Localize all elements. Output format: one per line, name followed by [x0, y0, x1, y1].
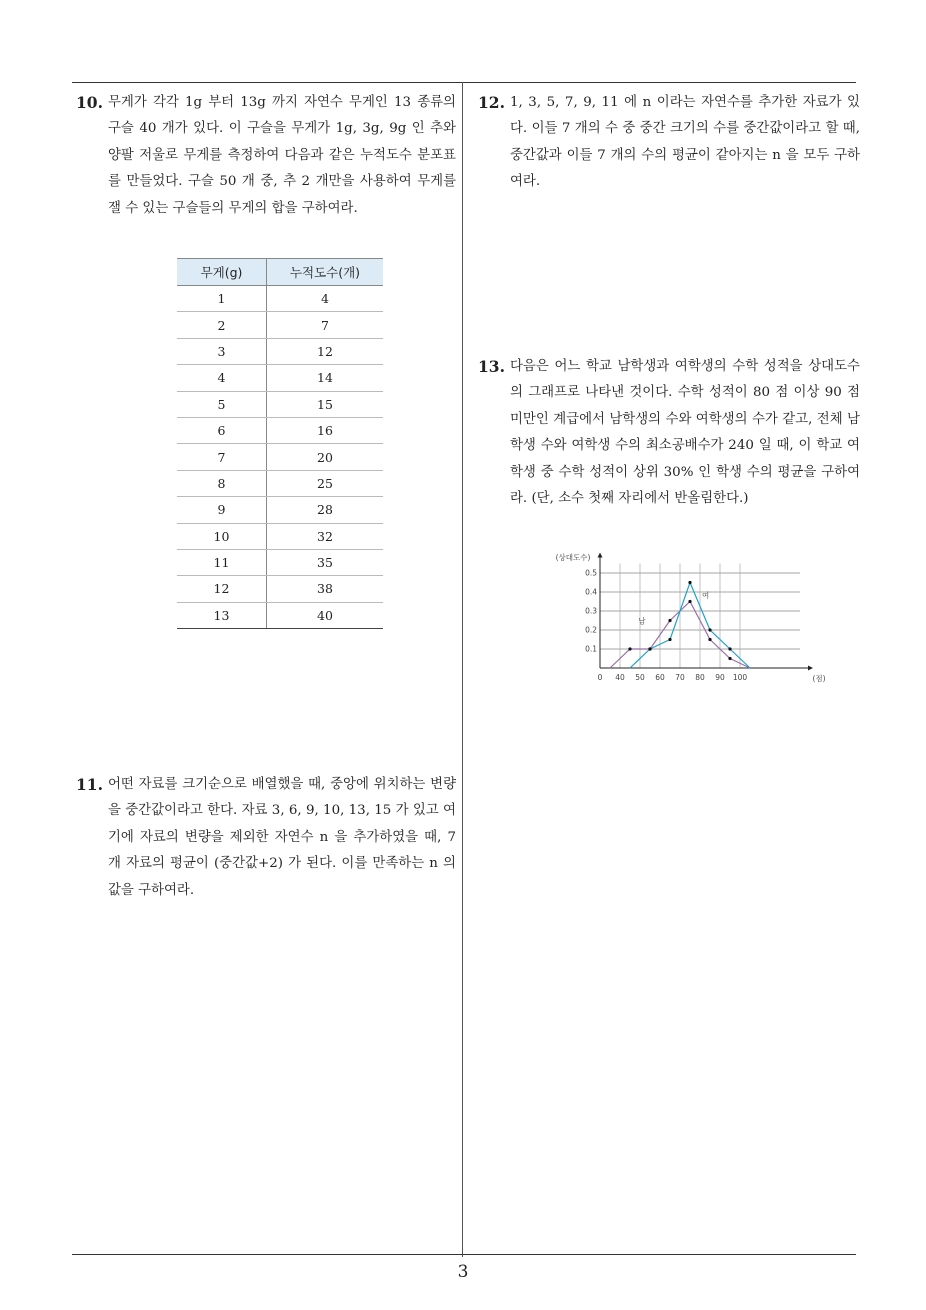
cumulative-cell: 7 [267, 312, 384, 338]
problem-text: 1, 3, 5, 7, 9, 11 에 n 이라는 자연수를 추가한 자료가 있다. 이들 7 개의 수 중 중간 크기의 수를 중간값이라고 할 때, 중간값과 이들 7 개의 수의 평균이 같아지는 n 을 모두 구하여라. [510, 95, 860, 190]
problem-number: 11. [76, 775, 103, 794]
table-row [177, 391, 383, 417]
table-body [177, 286, 383, 629]
weight-cell: 9 [177, 497, 267, 523]
cumulative-cell: 15 [267, 391, 384, 417]
top-rule [72, 82, 856, 83]
x-tick-label: 50 [635, 673, 645, 682]
data-point [728, 647, 731, 650]
weight-cell: 2 [177, 312, 267, 338]
table-row [177, 497, 383, 523]
weight-cell: 5 [177, 391, 267, 417]
x-axis-label: (점) [812, 674, 826, 683]
y-axis-label: (상대도수) [555, 553, 591, 562]
cumulative-cell: 4 [267, 286, 384, 312]
table-row [177, 338, 383, 364]
data-point [688, 600, 691, 603]
weight-cell: 13 [177, 602, 267, 628]
y-tick-label: 0.1 [585, 644, 597, 654]
bottom-rule [72, 1254, 856, 1255]
table-row [177, 312, 383, 338]
problem-text: 무게가 각각 1g 부터 13g 까지 자연수 무게인 13 종류의 구슬 40 개가 있다. 이 구슬을 무게가 1g, 3g, 9g 인 추와 양팔 저울로 무게를 측정하여 다음과 같은 누적도수 분포표를 만들었다. 구슬 50 개 중, 추 2 개만을 사용하여 무게를 잴 수 있는 구슬들의 무게의 합을 구하여라. [108, 95, 456, 216]
table-row [177, 444, 383, 470]
table-row [177, 523, 383, 549]
weight-cell: 3 [177, 338, 267, 364]
column-divider [462, 82, 463, 1257]
y-tick-label: 0.5 [585, 568, 597, 578]
table-header-cumulative: 누적도수(개) [267, 259, 384, 286]
problem-12 [478, 90, 860, 196]
x-tick-label: 60 [655, 673, 665, 682]
cumulative-cell: 40 [267, 602, 384, 628]
table-header-weight: 무게(g) [177, 259, 267, 286]
y-tick-label: 0.4 [585, 587, 597, 597]
weight-cell: 12 [177, 576, 267, 602]
data-point [708, 638, 711, 641]
x-axis-arrow [808, 666, 813, 671]
table-row [177, 470, 383, 496]
relative-frequency-chart [545, 548, 826, 688]
weight-cell: 1 [177, 286, 267, 312]
data-point [648, 647, 651, 650]
x-tick-label: 70 [675, 673, 685, 682]
cumulative-cell: 25 [267, 470, 384, 496]
data-point [728, 657, 731, 660]
weight-cell: 11 [177, 549, 267, 575]
cumulative-cell: 38 [267, 576, 384, 602]
problem-text: 다음은 어느 학교 남학생과 여학생의 수학 성적을 상대도수의 그래프로 나타낸 것이다. 수학 성적이 80 점 이상 90 점 미만인 계급에서 남학생의 수와 여학생의 수가 같고, 전체 남학생 수와 여학생 수의 최소공배수가 240 일 때, 이 학교 여학생 중 수학 성적이 상위 30% 인 학생 수의 평균을 구하여라. (단, 소수 첫째 자리에서 반올림한다.) [510, 359, 860, 507]
table-row [177, 602, 383, 628]
data-point [668, 619, 671, 622]
cumulative-cell: 28 [267, 497, 384, 523]
problem-number: 10. [76, 93, 103, 112]
table-row [177, 365, 383, 391]
cumulative-cell: 32 [267, 523, 384, 549]
cumulative-cell: 35 [267, 549, 384, 575]
x-tick-label: 90 [715, 673, 725, 682]
y-axis-arrow [598, 553, 603, 558]
weight-cell: 7 [177, 444, 267, 470]
series-line [630, 583, 750, 669]
cumulative-cell: 16 [267, 417, 384, 443]
x-tick-label: 100 [732, 673, 748, 682]
weight-cell: 4 [177, 365, 267, 391]
data-point [688, 581, 691, 584]
cumulative-cell: 12 [267, 338, 384, 364]
table-row [177, 549, 383, 575]
data-point [628, 647, 631, 650]
cumulative-cell: 20 [267, 444, 384, 470]
weight-cell: 6 [177, 417, 267, 443]
origin-label: 0 [597, 673, 603, 682]
problem-text: 어떤 자료를 크기순으로 배열했을 때, 중앙에 위치하는 변량을 중간값이라고 한다. 자료 3, 6, 9, 10, 13, 15 가 있고 여기에 자료의 변량을 제외한 자연수 n 을 추가하였을 때, 7 개 자료의 평균이 (중간값+2) 가 된다. 이를 만족하는 n 의 값을 구하여라. [108, 777, 456, 898]
problem-11 [76, 772, 456, 904]
x-tick-label: 40 [615, 673, 625, 682]
cumulative-frequency-table [177, 258, 383, 629]
cumulative-cell: 14 [267, 365, 384, 391]
data-point [668, 638, 671, 641]
table-row [177, 286, 383, 312]
problem-number: 12. [478, 93, 505, 112]
page-number: 3 [457, 1262, 469, 1282]
data-point [708, 628, 711, 631]
problem-number: 13. [478, 357, 505, 376]
y-tick-label: 0.2 [585, 625, 597, 635]
problem-13 [478, 354, 860, 512]
series-label-male: 남 [638, 616, 646, 626]
weight-cell: 10 [177, 523, 267, 549]
weight-cell: 8 [177, 470, 267, 496]
series-label-female: 여 [702, 590, 710, 600]
table-row [177, 576, 383, 602]
table-row [177, 417, 383, 443]
y-tick-label: 0.3 [585, 606, 597, 616]
problem-10 [76, 90, 456, 222]
x-tick-label: 80 [695, 673, 705, 682]
